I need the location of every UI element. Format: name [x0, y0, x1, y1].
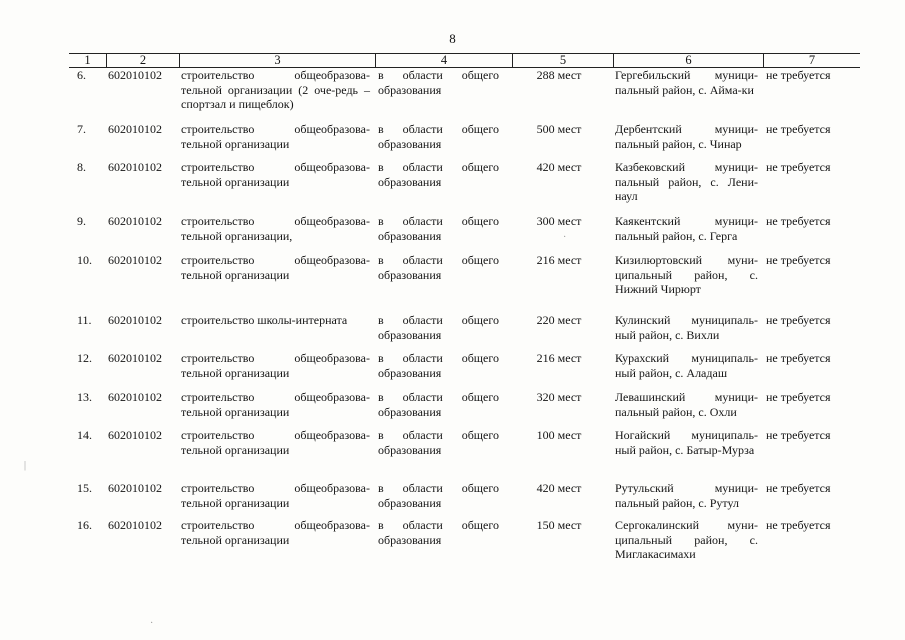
row-note: не требуется: [766, 481, 831, 495]
row-number: 13.: [77, 390, 92, 404]
row-code: 602010102: [108, 390, 162, 404]
row-capacity: 420 мест: [536, 481, 582, 495]
row-note: не требуется: [766, 214, 831, 228]
row-capacity: 216 мест: [536, 351, 582, 365]
row-code: 602010102: [108, 122, 162, 136]
row-name: строительство общеобразова-тельной организации,: [181, 214, 370, 243]
row-note: не требуется: [766, 122, 831, 136]
row-note: не требуется: [766, 428, 831, 442]
row-capacity: 216 мест: [536, 253, 582, 267]
row-note: не требуется: [766, 313, 831, 327]
row-capacity: 500 мест: [536, 122, 582, 136]
row-location: Кизилюртовский муни-ципальный район, с. Нижний Чирюрт: [615, 253, 758, 296]
row-name: строительство общеобразова-тельной организации: [181, 428, 370, 457]
row-location: Дербентский муници-пальный район, с. Чинар: [615, 122, 758, 151]
row-note: не требуется: [766, 351, 831, 365]
row-code: 602010102: [108, 351, 162, 365]
scan-speck: ·: [563, 232, 567, 243]
row-area: в области общего образования: [378, 481, 499, 510]
row-capacity: 220 мест: [536, 313, 582, 327]
column-header: 5: [512, 54, 613, 67]
row-number: 9.: [77, 214, 86, 228]
row-area: в области общего образования: [378, 390, 499, 419]
row-note: не требуется: [766, 68, 831, 82]
row-area: в области общего образования: [378, 68, 499, 97]
row-number: 16.: [77, 518, 92, 532]
row-note: не требуется: [766, 390, 831, 404]
row-location: Каякентский муници-пальный район, с. Герга: [615, 214, 758, 243]
row-location: Гергебильский муници-пальный район, с. Айма-ки: [615, 68, 758, 97]
row-code: 602010102: [108, 428, 162, 442]
row-number: 14.: [77, 428, 92, 442]
row-number: 6.: [77, 68, 86, 82]
row-name: строительство общеобразова-тельной организации: [181, 390, 370, 419]
row-location: Курахский муниципаль-ный район, с. Аладаш: [615, 351, 758, 380]
row-note: не требуется: [766, 253, 831, 267]
column-header: 3: [179, 54, 375, 67]
row-number: 7.: [77, 122, 86, 136]
row-name: строительство школы-интерната: [181, 313, 348, 327]
scan-speck: |: [24, 460, 27, 471]
row-capacity: 420 мест: [536, 160, 582, 174]
row-code: 602010102: [108, 68, 162, 82]
row-area: в области общего образования: [378, 122, 499, 151]
row-note: не требуется: [766, 518, 831, 532]
row-name: строительство общеобразова-тельной организации: [181, 122, 370, 151]
row-capacity: 100 мест: [536, 428, 582, 442]
row-note: не требуется: [766, 160, 831, 174]
row-area: в области общего образования: [378, 253, 499, 282]
row-number: 8.: [77, 160, 86, 174]
row-number: 10.: [77, 253, 92, 267]
row-capacity: 300 мест: [536, 214, 582, 228]
row-location: Сергокалинский муни-ципальный район, с. Миглакасимахи: [615, 518, 758, 561]
column-header: 2: [106, 54, 179, 67]
row-location: Рутульский муници-пальный район, с. Рутул: [615, 481, 758, 510]
column-header: 4: [375, 54, 512, 67]
row-number: 12.: [77, 351, 92, 365]
row-name: строительство общеобразова-тельной организации (2 оче-редь – спортзал и пищеблок): [181, 68, 370, 111]
row-code: 602010102: [108, 481, 162, 495]
page-number: 8: [449, 31, 456, 46]
row-name: строительство общеобразова-тельной организации: [181, 351, 370, 380]
scan-speck: ·: [150, 618, 154, 629]
row-code: 602010102: [108, 253, 162, 267]
row-area: в области общего образования: [378, 214, 499, 243]
table-header: [69, 53, 860, 68]
row-area: в области общего образования: [378, 428, 499, 457]
row-location: Ногайский муниципаль-ный район, с. Батыр-Мурза: [615, 428, 758, 457]
row-area: в области общего образования: [378, 160, 499, 189]
column-header: 7: [763, 54, 860, 67]
row-area: в области общего образования: [378, 313, 499, 342]
row-capacity: 288 мест: [536, 68, 582, 82]
row-code: 602010102: [108, 214, 162, 228]
column-header: 6: [613, 54, 763, 67]
row-area: в области общего образования: [378, 351, 499, 380]
row-name: строительство общеобразова-тельной организации: [181, 160, 370, 189]
row-code: 602010102: [108, 160, 162, 174]
column-header: 1: [84, 53, 91, 67]
row-capacity: 150 мест: [536, 518, 582, 532]
row-location: Левашинский муници-пальный район, с. Охли: [615, 390, 758, 419]
row-name: строительство общеобразова-тельной организации: [181, 253, 370, 282]
row-name: строительство общеобразова-тельной организации: [181, 481, 370, 510]
row-code: 602010102: [108, 518, 162, 532]
row-location: Кулинский муниципаль-ный район, с. Вихли: [615, 313, 758, 342]
row-code: 602010102: [108, 313, 162, 327]
row-location: Казбековский муници-пальный район, с. Лени-наул: [615, 160, 758, 203]
row-area: в области общего образования: [378, 518, 499, 547]
row-number: 15.: [77, 481, 92, 495]
row-name: строительство общеобразова-тельной организации: [181, 518, 370, 547]
row-number: 11.: [77, 313, 92, 327]
row-capacity: 320 мест: [536, 390, 582, 404]
